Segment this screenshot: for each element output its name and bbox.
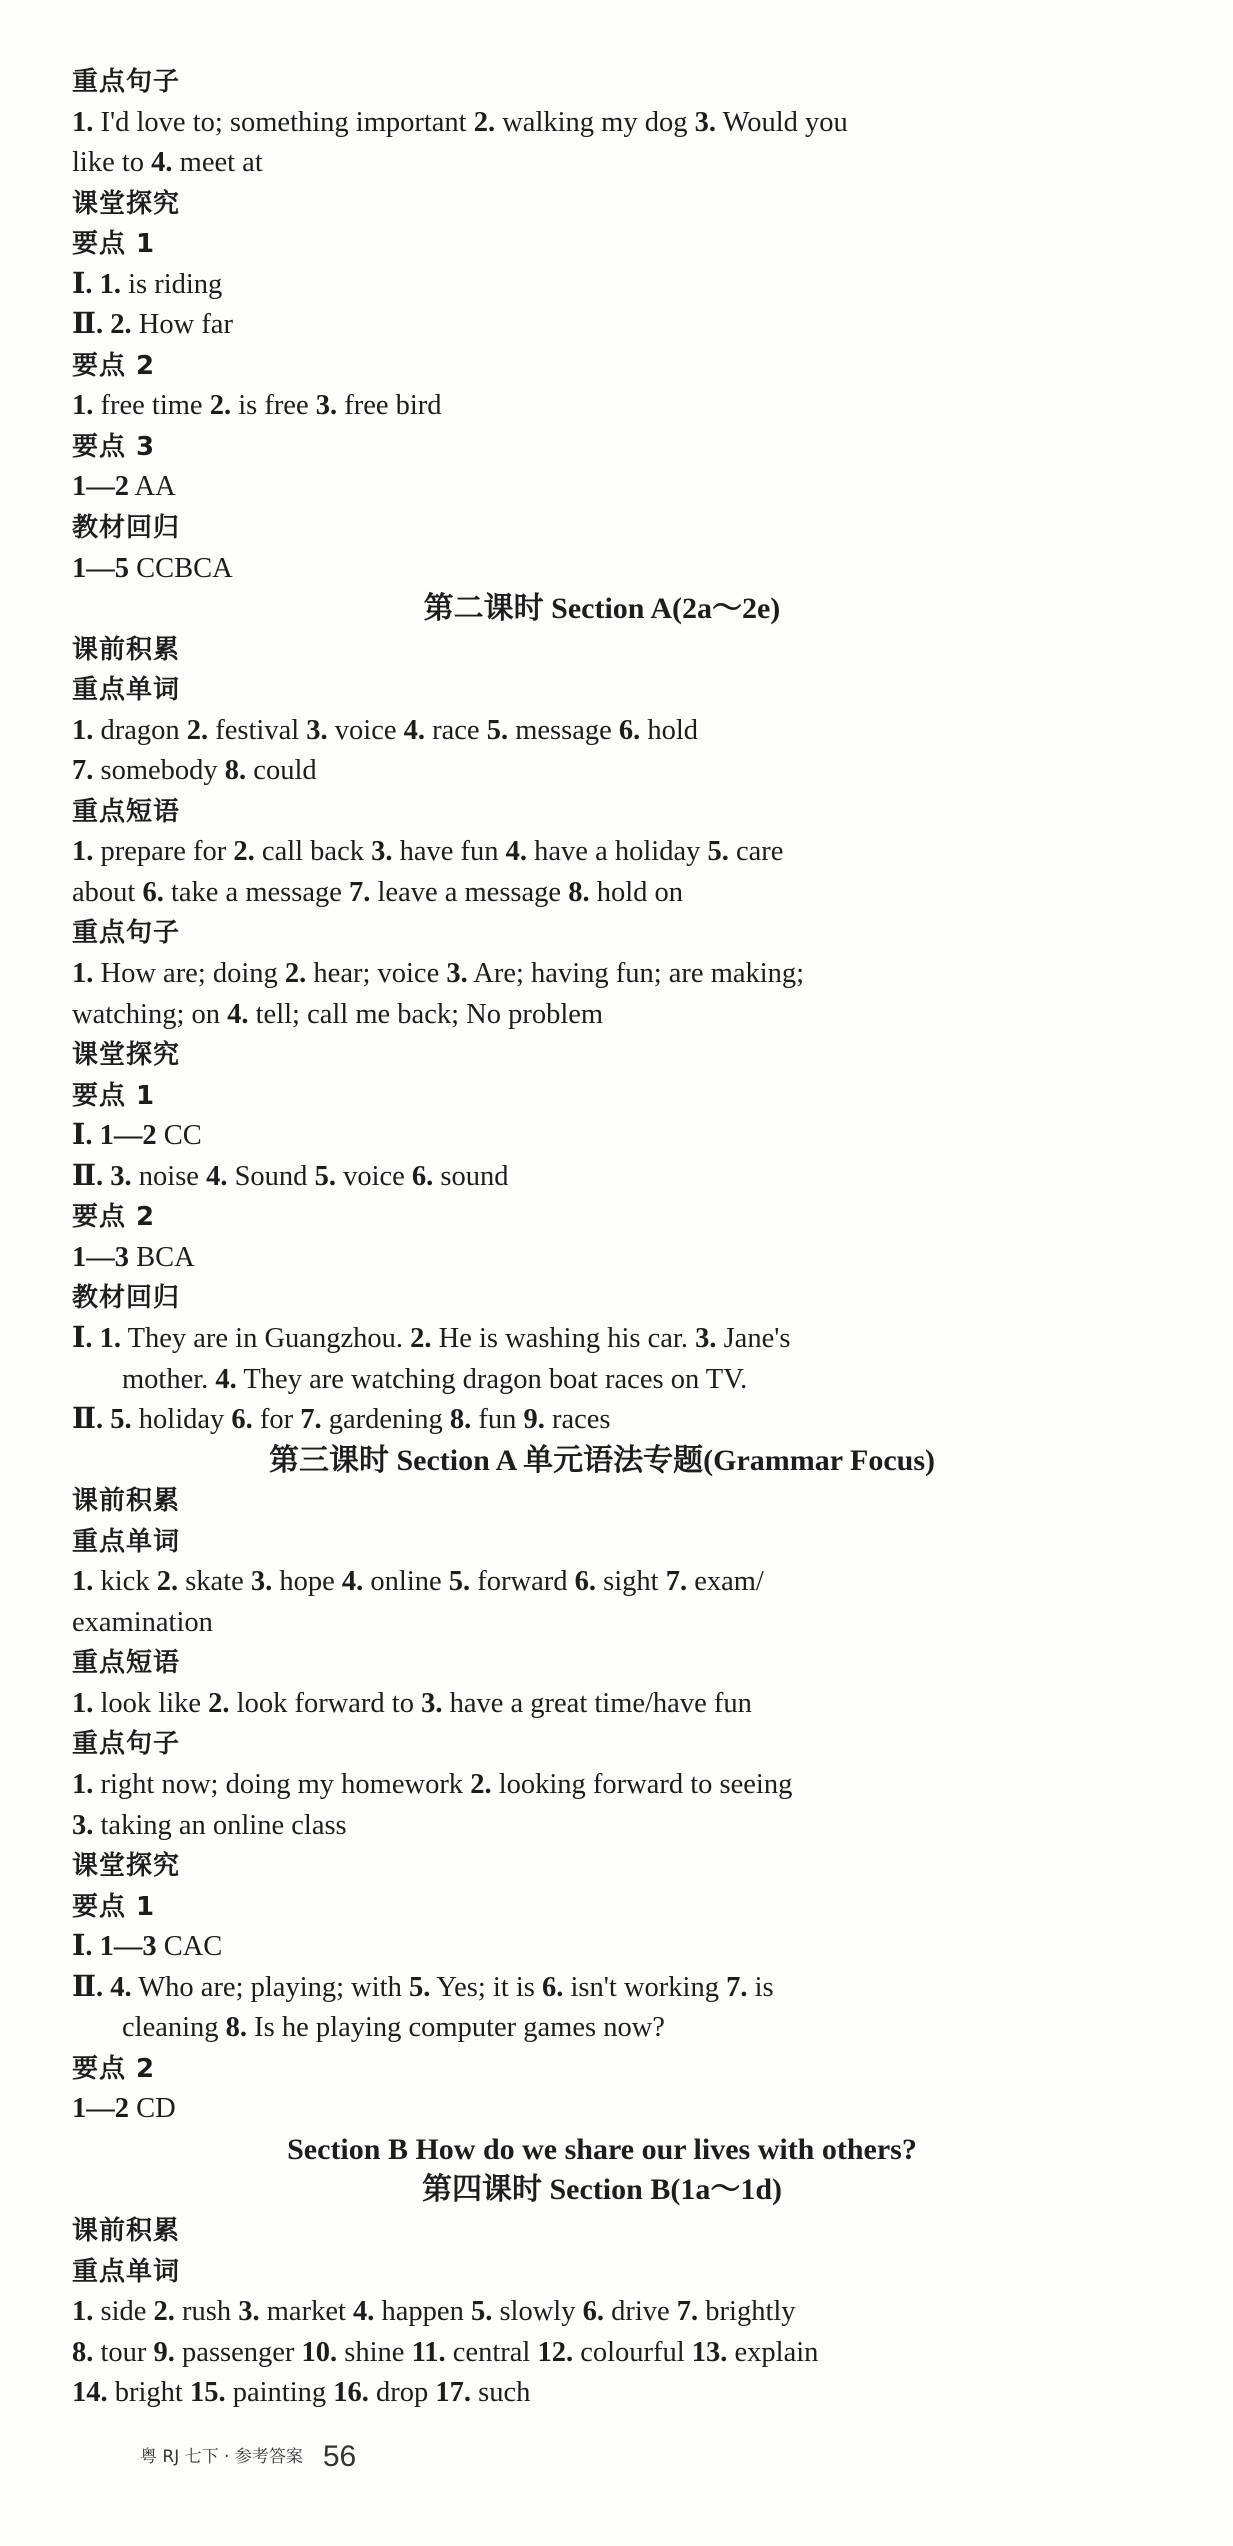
lesson-title: Section B How do we share our lives with others?: [287, 2132, 917, 2166]
section-heading: 重点单词: [72, 1526, 181, 1557]
section-heading: 要点 1: [72, 229, 156, 260]
section-heading: 教材回归: [72, 1283, 181, 1314]
answer-line: like to 4. meet at: [72, 147, 263, 179]
page-number: 56: [322, 2440, 357, 2473]
section-heading: 课前积累: [72, 2215, 181, 2246]
answer-line: Ⅰ. 1—3 CAC: [72, 1931, 223, 1963]
answer-line: Ⅱ. 5. holiday 6. for 7. gardening 8. fun 9. races: [72, 1404, 611, 1436]
answer-line: 1. How are; doing 2. hear; voice 3. Are; having fun; are making;: [72, 958, 805, 990]
answer-line: cleaning 8. Is he playing computer games now?: [122, 2012, 665, 2044]
answer-line: mother. 4. They are watching dragon boat races on TV.: [122, 1363, 748, 1395]
section-heading: 要点 2: [72, 2053, 156, 2084]
answer-line: watching; on 4. tell; call me back; No problem: [72, 998, 604, 1030]
section-heading: 要点 1: [72, 1891, 156, 1922]
answer-line: Ⅱ. 2. How far: [72, 309, 233, 341]
section-heading: 课堂探究: [72, 1851, 181, 1882]
lesson-title: 第二课时 Section A(2a～2e): [423, 592, 781, 626]
answer-line: Ⅰ. 1. is riding: [72, 268, 223, 300]
answer-line: 1—5 CCBCA: [72, 552, 233, 584]
footer-label: 粤 RJ 七下 · 参考答案: [140, 2447, 303, 2467]
section-heading: 重点单词: [72, 2256, 181, 2287]
answer-line: 1. dragon 2. festival 3. voice 4. race 5. message 6. hold: [72, 714, 699, 746]
answer-line: 8. tour 9. passenger 10. shine 11. central 12. colourful 13. explain: [72, 2336, 819, 2368]
answer-line: 1—2 CD: [72, 2093, 176, 2125]
answer-line: Ⅱ. 3. noise 4. Sound 5. voice 6. sound: [72, 1160, 509, 1192]
lesson-title: 第三课时 Section A 单元语法专题(Grammar Focus): [268, 1443, 936, 1477]
answer-line: 1. kick 2. skate 3. hope 4. online 5. forward 6. sight 7. exam/: [72, 1566, 764, 1598]
answer-line: Ⅱ. 4. Who are; playing; with 5. Yes; it is 6. isn't working 7. is: [72, 1971, 774, 2003]
answer-line: Ⅰ. 1—2 CC: [72, 1120, 202, 1152]
answer-line: 3. taking an online class: [72, 1809, 347, 1841]
answer-line: about 6. take a message 7. leave a message 8. hold on: [72, 876, 683, 908]
section-heading: 教材回归: [72, 513, 181, 544]
section-heading: 要点 1: [72, 1080, 156, 1111]
answer-line: examination: [72, 1606, 213, 1638]
answer-line: 1. free time 2. is free 3. free bird: [72, 390, 442, 422]
section-heading: 重点句子: [72, 67, 181, 97]
answer-line: 1. prepare for 2. call back 3. have fun 4. have a holiday 5. care: [72, 836, 784, 868]
lesson-title: 第四课时 Section B(1a～1d): [422, 2173, 782, 2207]
answer-line: 1. right now; doing my homework 2. looking forward to seeing: [72, 1768, 793, 1800]
answer-line: 1. side 2. rush 3. market 4. happen 5. slowly 6. drive 7. brightly: [72, 2296, 796, 2328]
answer-line: 1. look like 2. look forward to 3. have a great time/have fun: [72, 1687, 752, 1719]
answer-line: 1—2 AA: [72, 471, 176, 503]
section-heading: 课前积累: [72, 1486, 181, 1517]
section-heading: 要点 2: [72, 350, 156, 381]
section-heading: 重点句子: [72, 918, 181, 949]
answer-line: 1—3 BCA: [72, 1241, 195, 1273]
answer-line: 14. bright 15. painting 16. drop 17. such: [72, 2377, 531, 2409]
section-heading: 课堂探究: [72, 1040, 181, 1071]
section-heading: 课堂探究: [72, 188, 181, 219]
section-heading: 重点短语: [72, 1648, 181, 1679]
section-heading: 重点句子: [72, 1729, 181, 1760]
section-heading: 课前积累: [72, 634, 181, 665]
section-heading: 重点单词: [72, 675, 181, 706]
section-heading: 重点短语: [72, 796, 181, 827]
answer-text: [72, 62, 1132, 2414]
section-heading: 要点 3: [72, 431, 156, 462]
answer-line: Ⅰ. 1. They are in Guangzhou. 2. He is washing his car. 3. Jane's: [72, 1322, 791, 1354]
section-heading: 要点 2: [72, 1202, 156, 1233]
answer-line: 7. somebody 8. could: [72, 755, 317, 787]
page-footer: [140, 2440, 356, 2474]
answer-line: 1. I'd love to; something important 2. walking my dog 3. Would you: [72, 106, 848, 138]
